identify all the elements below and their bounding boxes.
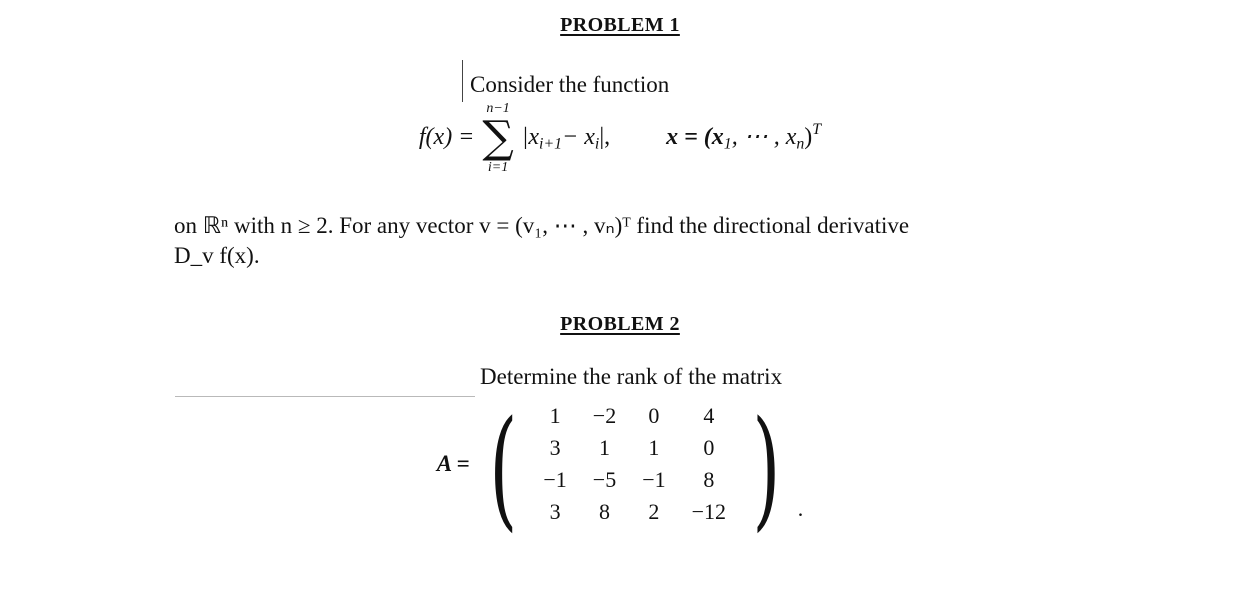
matrix-cell: 3 xyxy=(549,499,561,524)
summand-index-i: i xyxy=(594,135,600,153)
x-close-paren: ) xyxy=(804,124,813,151)
text-cursor-bar xyxy=(462,60,463,102)
horizontal-rule xyxy=(175,396,475,397)
problem-1-intro-text: Consider the function xyxy=(470,72,670,97)
problem-1-body-line-2: D_v f(x). xyxy=(174,243,260,268)
matrix-cell: −12 xyxy=(691,499,727,524)
table-row xyxy=(530,400,739,432)
matrix-table xyxy=(530,400,739,528)
matrix-cell: 8 xyxy=(703,467,715,492)
matrix-body xyxy=(530,400,739,528)
sigma-glyph: ∑ xyxy=(482,112,514,163)
matrix-cell: 4 xyxy=(703,403,715,428)
matrix-cell: 8 xyxy=(599,499,610,524)
matrix-cell: 0 xyxy=(648,403,660,428)
matrix-cell: −5 xyxy=(592,467,617,492)
summand-abs-open: |x xyxy=(521,124,540,151)
matrix-cell: 0 xyxy=(703,435,715,460)
problem-1-heading: PROBLEM 1 xyxy=(560,14,680,36)
matrix-cell: 3 xyxy=(549,435,561,460)
x-vector-definition-head: x = (x xyxy=(666,124,724,151)
summand-index-iplus1: i+1 xyxy=(539,135,563,153)
matrix-cell: 2 xyxy=(648,499,660,524)
sum-upper-limit: n−1 xyxy=(486,101,510,116)
matrix-cell: −1 xyxy=(543,467,567,492)
matrix-cell: −2 xyxy=(592,403,617,428)
matrix-label: A = xyxy=(436,451,470,476)
x-transpose: T xyxy=(812,121,822,139)
equation-lhs: f(x) = xyxy=(418,124,475,151)
problem-2-heading: PROBLEM 2 xyxy=(560,313,680,335)
summand-minus-x: − x xyxy=(562,124,595,151)
x-sub-1: 1 xyxy=(723,135,732,153)
matrix-cell: 1 xyxy=(599,435,610,460)
x-sub-n: n xyxy=(796,135,805,153)
trailing-period: . xyxy=(797,496,804,521)
summation-symbol xyxy=(482,101,514,175)
problem-1-body-line-1: on ℝⁿ with n ≥ 2. For any vector v = (v₁, ⋯ , vₙ)ᵀ find the directional derivative xyxy=(174,213,910,238)
sum-lower-limit: i=1 xyxy=(487,160,509,175)
table-row xyxy=(530,464,739,496)
matrix-cell: 1 xyxy=(549,403,561,428)
problem-1-equation xyxy=(0,101,1240,175)
x-dots: , ⋯ , x xyxy=(731,124,797,151)
matrix-cell: −1 xyxy=(642,467,666,492)
matrix-cell: 1 xyxy=(648,435,660,460)
problem-2-intro-text: Determine the rank of the matrix xyxy=(480,364,783,389)
summand-abs-close: |, xyxy=(599,124,611,151)
table-row xyxy=(530,432,739,464)
table-row xyxy=(530,496,739,528)
matrix-equation: A = ( 1 −2 0 4 3 1 1 0 −1 −5 −1 8 3 8 2 −12 ) . xyxy=(436,392,804,544)
